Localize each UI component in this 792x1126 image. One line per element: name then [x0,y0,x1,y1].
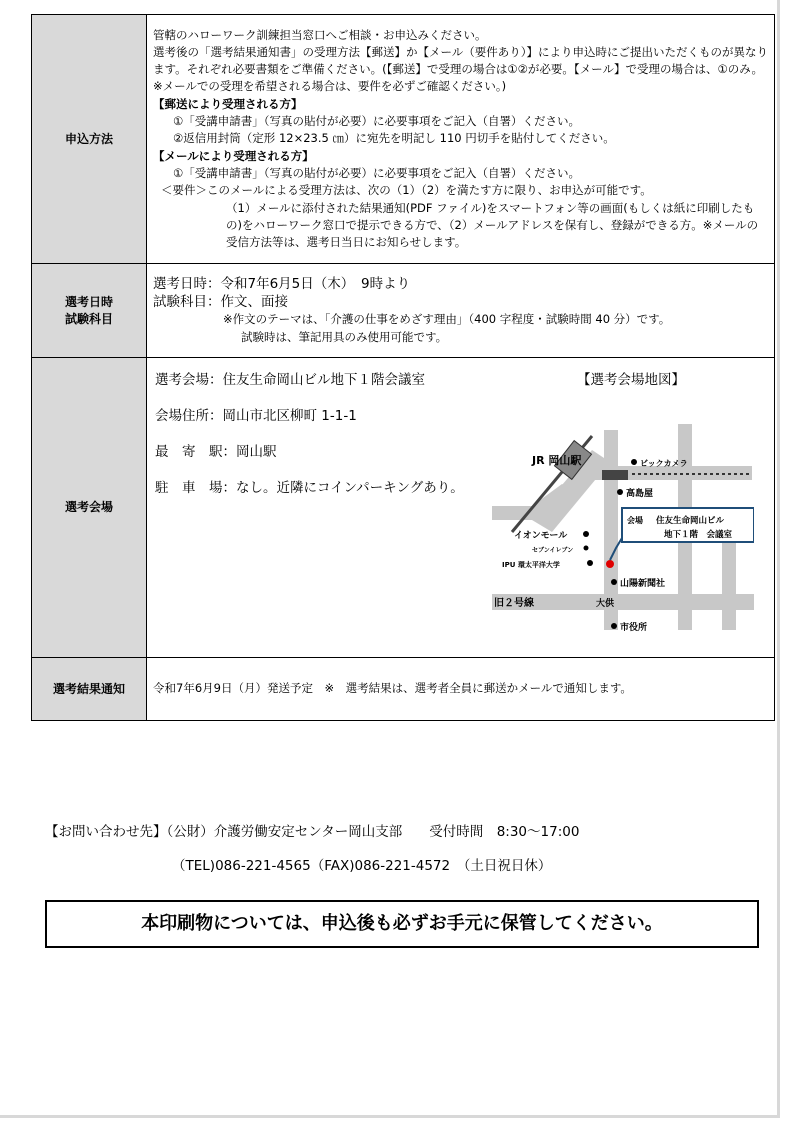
essay-note: ※作文のテーマは、「介護の仕事をめざす理由」（400 字程度・試験時間 40 分）です。 [223,312,671,327]
schedule-label [32,264,147,358]
city-hall-marker [611,623,617,629]
contact-phone: （TEL)086-221-4565（FAX)086-221-4572 （土日祝日休） [172,858,552,874]
schedule-content [147,264,775,358]
sanyo-label: 山陽新聞社 [620,579,666,589]
mail-item: ②返信用封筒（定形 12×23.5 ㎝）に宛先を明記し 110 円切手を貼付してください。 [173,131,615,146]
apply-row [32,15,775,264]
schedule-row [32,264,775,358]
omoto-label: 大供 [596,599,615,609]
apply-line: 選考後の「選考結果通知書」の受理方法【郵送】か【メール（要件あり）】により申込時にご提出いただくものが異なります。それぞれ必要書類をご準備ください。(【郵送】で受理の場合は①②が必要。【メール】で受理の場合は、①のみ。※メールでの受理を希望される場合は、要件を必ずご確認ください。) [153,44,769,94]
seven-eleven-label: セブンイレブン [532,547,574,554]
callout-tag: 会場 [627,516,643,525]
city-hall-label: 市役所 [620,623,648,633]
jr-station-label: JR 岡山駅 [532,454,582,467]
result-text: 令和7年6月9日（月）発送予定 ※ 選考結果は、選考者全員に郵送かメールで通知します。 [147,658,775,721]
tools-note: 試験時は、筆記用具のみ使用可能です。 [241,329,448,344]
email-heading: 【メールにより受理される方】 [153,148,314,163]
exam-date: 選考日時：令和7年6月5日（木） 9時より [153,276,411,293]
venue-station: 最 寄 駅：岡山駅 [155,444,277,460]
venue-location-marker [606,560,614,568]
callout-line2: 地下１階 会議室 [664,530,733,540]
venue-row [32,358,775,658]
schedule-label-line: 選考日時 [64,294,113,309]
requirement-detail: （1）メールに添付された結果通知(PDF ファイル)をスマートフォン等の画面(もしくは紙に印刷したもの)をハローワーク窓口で提示できる方で、（2）メールアドレスを保有し、登録ができる方。※メールの受信方法等は、選考日当日にお知らせします。 [226,200,759,250]
requirement-intro: ＜要件＞このメールによる受理方法は、次の（1）（2）を満たす方に限り、お申込が可能です。 [161,183,652,198]
apply-label: 申込方法 [32,15,147,264]
route2-label: 旧２号線 [494,598,534,609]
road-vertical-3 [722,530,736,630]
schedule-label-line: 試験科目 [64,311,113,326]
result-label: 選考結果通知 [32,658,147,721]
sanyo-marker [611,579,617,585]
bic-camera-label: ビックカメラ [640,459,688,468]
mail-heading: 【郵送により受理される方】 [153,96,303,111]
apply-content [147,15,775,264]
seven-eleven-marker [584,546,589,551]
map-title: 【選考会場地図】 [577,372,685,388]
venue-content [147,358,775,658]
apply-line: 管轄のハローワーク訓練担当窓口へご相談・お申込みください。 [153,27,487,42]
bic-camera-block [602,470,628,480]
venue-address: 会場住所：岡山市北区柳町 1-1-1 [155,408,357,424]
venue-place: 選考会場：住友生命岡山ビル地下１階会議室 [155,372,425,388]
callout-line1: 住友生命岡山ビル [656,516,725,526]
exam-subjects: 試験科目：作文、面接 [153,294,288,311]
ipu-marker [587,560,593,566]
contact-line: 【お問い合わせ先】（公財）介護労働安定センター岡山支部 受付時間 8:30～17:00 [45,824,580,840]
mail-item: ①「受講申請書」（写真の貼付が必要）に必要事項をご記入（自署）ください。 [173,114,581,129]
result-row [32,658,775,721]
venue-label: 選考会場 [32,358,147,658]
keep-notice: 本印刷物については、申込後も必ずお手元に保管してください。 [45,900,759,948]
email-item: ①「受講申請書」（写真の貼付が必要）に必要事項をご記入（自署）ください。 [173,165,581,180]
takashimaya-marker [617,489,623,495]
bic-camera-marker [631,459,637,465]
venue-details [155,372,464,516]
aeon-label: イオンモール [514,531,568,541]
venue-parking: 駐 車 場：なし。近隣にコインパーキングあり。 [155,480,464,496]
venue-map [492,420,754,642]
ipu-label: IPU 環太平洋大学 [502,561,560,569]
aeon-marker [583,531,589,537]
info-table [31,14,775,721]
takashimaya-label: 高島屋 [626,489,654,499]
